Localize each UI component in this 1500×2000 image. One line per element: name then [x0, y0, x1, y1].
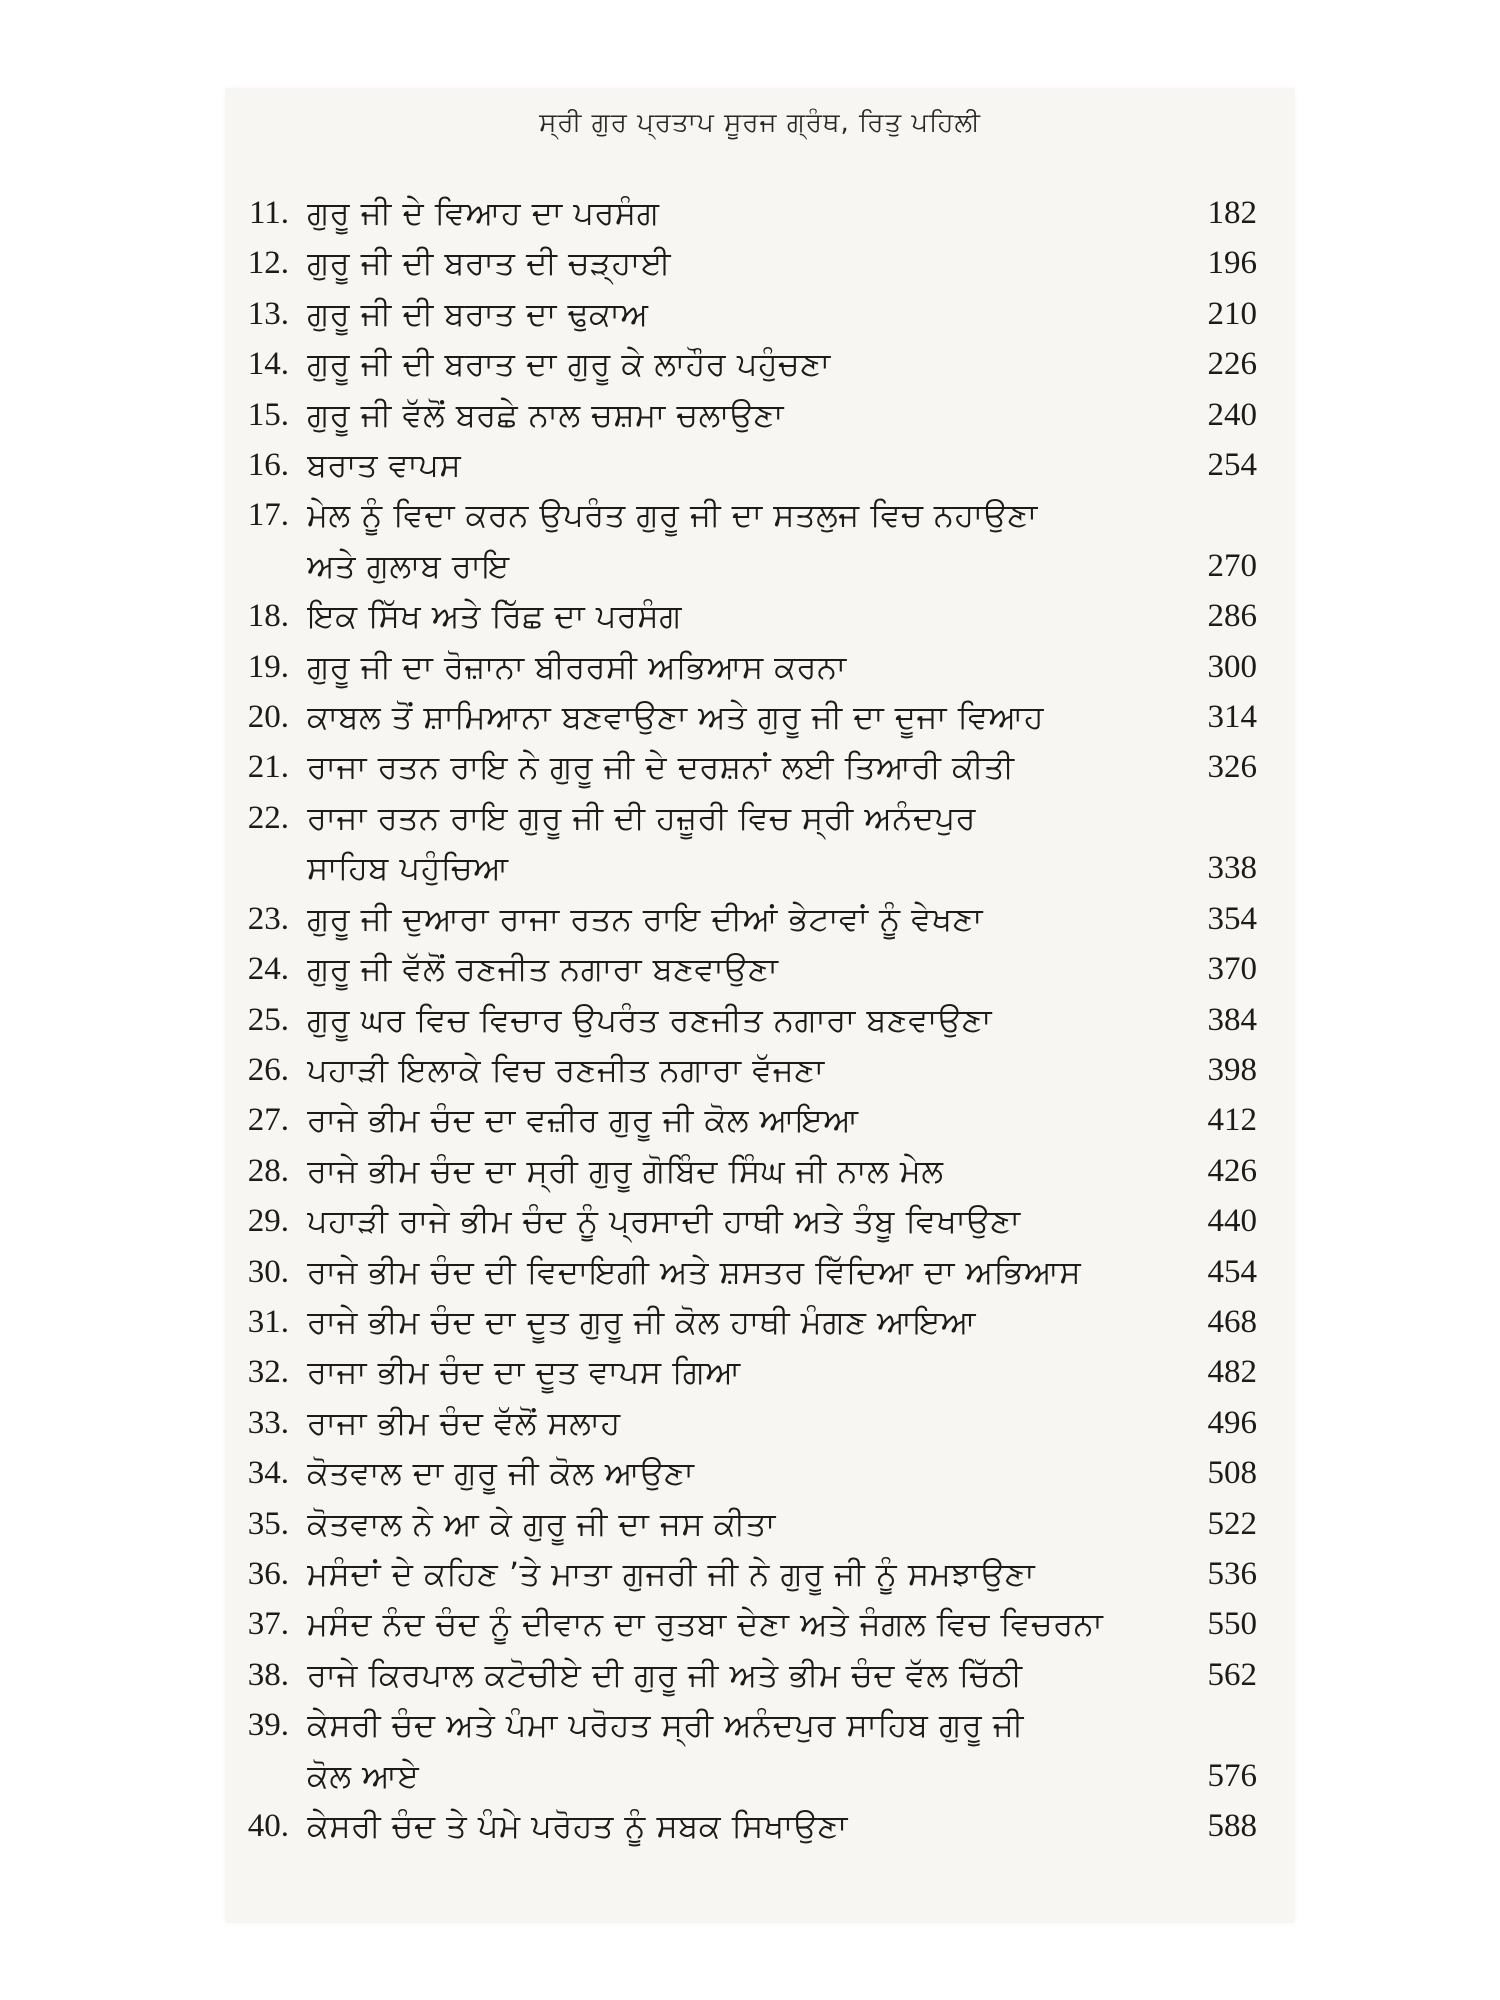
- entry-title-block: [307, 591, 1161, 641]
- entry-title: ਰਾਜਾ ਭੀਮ ਚੰਦ ਦਾ ਦੂਤ ਵਾਪਸ ਗਿਆ: [307, 1353, 741, 1392]
- toc-entry: [237, 1095, 1257, 1145]
- toc-entry: [237, 1146, 1257, 1196]
- entry-title: ਮੇਲ ਨੂੰ ਵਿਦਾ ਕਰਨ ਉਪਰੰਤ ਗੁਰੂ ਜੀ ਦਾ ਸਤਲੁਜ ਵਿਚ ਨਹਾਉਣਾ: [307, 496, 1038, 535]
- toc-entry: [237, 1297, 1257, 1347]
- toc-entry: [237, 1045, 1257, 1095]
- entry-page-number: 522: [1207, 1505, 1257, 1542]
- entry-number: 14.: [247, 346, 289, 383]
- entry-number: 24.: [247, 951, 289, 988]
- entry-page-number: 384: [1207, 1001, 1257, 1038]
- entry-title-block: [307, 1398, 1161, 1448]
- entry-number: 38.: [247, 1656, 289, 1693]
- entry-title: ਗੁਰੂ ਜੀ ਦੇ ਵਿਆਹ ਦਾ ਪਰਸੰਗ: [307, 194, 660, 232]
- entry-title-block: [307, 339, 1161, 389]
- toc-entry: [237, 591, 1257, 641]
- entry-number: 36.: [247, 1555, 289, 1592]
- entry-title: ਗੁਰੂ ਘਰ ਵਿਚ ਵਿਚਾਰ ਉਪਰੰਤ ਰਣਜੀਤ ਨਗਾਰਾ ਬਣਵਾਉਣਾ: [307, 1000, 993, 1039]
- entry-page-number: 286: [1207, 598, 1257, 635]
- entry-number: 27.: [247, 1102, 289, 1139]
- toc-entry: [237, 995, 1257, 1045]
- entry-title: ਪਹਾੜੀ ਰਾਜੇ ਭੀਮ ਚੰਦ ਨੂੰ ਪ੍ਰਸਾਦੀ ਹਾਥੀ ਅਤੇ ਤੰਬੂ ਵਿਖਾਉਣਾ: [307, 1202, 1021, 1241]
- entry-page-number: 454: [1207, 1253, 1257, 1290]
- entry-page-number: 398: [1207, 1051, 1257, 1088]
- entry-page-number: 482: [1207, 1354, 1257, 1391]
- entry-number: 25.: [247, 1001, 289, 1038]
- entry-page-number: 240: [1207, 396, 1257, 433]
- entry-number: 32.: [247, 1354, 289, 1391]
- entry-title: ਰਾਜੇ ਭੀਮ ਚੰਦ ਦਾ ਦੂਤ ਗੁਰੂ ਜੀ ਕੋਲ ਹਾਥੀ ਮੰਗਣ ਆਇਆ: [307, 1302, 977, 1341]
- toc-entry: [237, 339, 1257, 389]
- entry-title-block: [307, 1599, 1161, 1649]
- entry-title-block: [307, 642, 1161, 692]
- entry-page-number: 314: [1207, 699, 1257, 736]
- entry-number: 17.: [247, 497, 289, 534]
- toc-entry: [237, 1196, 1257, 1246]
- entry-title-block: [307, 1045, 1161, 1095]
- entry-number: 33.: [247, 1404, 289, 1441]
- entry-page-number: 440: [1207, 1203, 1257, 1240]
- entry-title-block: [307, 1095, 1161, 1145]
- entry-number: 16.: [247, 447, 289, 484]
- entry-number: 40.: [247, 1808, 289, 1844]
- entry-number: 35.: [247, 1505, 289, 1542]
- toc-entry: [237, 238, 1257, 288]
- entry-number: 21.: [247, 749, 289, 786]
- toc-entry: [237, 1801, 1257, 1851]
- entry-page-number: 196: [1207, 245, 1257, 282]
- toc-entry: [237, 742, 1257, 792]
- running-head: ਸ੍ਰੀ ਗੁਰ ਪ੍ਰਤਾਪ ਸੂਰਜ ਗ੍ਰੰਥ, ਰਿਤੁ ਪਹਿਲੀ: [539, 108, 981, 138]
- entry-title: ਰਾਜੇ ਭੀਮ ਚੰਦ ਦਾ ਵਜ਼ੀਰ ਗੁਰੂ ਜੀ ਕੋਲ ਆਇਆ: [307, 1101, 859, 1140]
- entry-title-block: [307, 1196, 1161, 1246]
- entry-number: 39.: [247, 1707, 289, 1744]
- entry-title: ਰਾਜਾ ਰਤਨ ਰਾਇ ਨੇ ਗੁਰੂ ਜੀ ਦੇ ਦਰਸ਼ਨਾਂ ਲਈ ਤਿਆਰੀ ਕੀਤੀ: [307, 748, 1015, 787]
- entry-number: 13.: [247, 295, 289, 332]
- toc-entry: [237, 289, 1257, 339]
- entry-title: ਕੋਤਵਾਲ ਨੇ ਆ ਕੇ ਗੁਰੂ ਜੀ ਦਾ ਜਸ ਕੀਤਾ: [307, 1504, 776, 1543]
- entry-page-number: 210: [1207, 295, 1257, 332]
- entry-title: ਬਰਾਤ ਵਾਪਸ: [307, 446, 462, 485]
- entry-page-number: 270: [1207, 547, 1257, 584]
- entry-title: ਰਾਜੇ ਭੀਮ ਚੰਦ ਦੀ ਵਿਦਾਇਗੀ ਅਤੇ ਸ਼ਸਤਰ ਵਿੱਦਿਆ ਦਾ ਅਭਿਆਸ: [307, 1252, 1082, 1291]
- entry-title: ਗੁਰੂ ਜੀ ਦੀ ਬਰਾਤ ਦੀ ਚੜ੍ਹਾਈ: [307, 244, 672, 283]
- toc-entry: [237, 188, 1257, 238]
- entry-page-number: 254: [1207, 447, 1257, 484]
- toc-entry: [237, 894, 1257, 944]
- entry-title: ਗੁਰੂ ਜੀ ਦਾ ਰੋਜ਼ਾਨਾ ਬੀਰਰਸੀ ਅਭਿਆਸ ਕਰਨਾ: [307, 647, 847, 686]
- toc-entry: [237, 642, 1257, 692]
- entry-number: 37.: [247, 1606, 289, 1643]
- toc-entry: [237, 490, 1257, 591]
- entry-title-block: [307, 188, 1161, 238]
- toc-entry: [237, 1599, 1257, 1649]
- toc-entry: [237, 1549, 1257, 1599]
- entry-title: ਰਾਜੇ ਕਿਰਪਾਲ ਕਟੋਚੀਏ ਦੀ ਗੁਰੂ ਜੀ ਅਤੇ ਭੀਮ ਚੰਦ ਵੱਲ ਚਿੱਠੀ: [307, 1655, 1023, 1694]
- entry-title: ਗੁਰੂ ਜੀ ਦੀ ਬਰਾਤ ਦਾ ਢੁਕਾਅ: [307, 294, 649, 333]
- entry-title-continuation: ਅਤੇ ਗੁਲਾਬ ਰਾਇ: [307, 546, 510, 585]
- toc-entry: [237, 1448, 1257, 1498]
- entry-title: ਗੁਰੂ ਜੀ ਵੱਲੋਂ ਰਣਜੀਤ ਨਗਾਰਾ ਬਣਵਾਉਣਾ: [307, 950, 779, 989]
- entry-title-block: [307, 1700, 1161, 1801]
- entry-title-block: [307, 1801, 1161, 1851]
- entry-page-number: 468: [1207, 1303, 1257, 1340]
- entry-title-block: [307, 692, 1161, 742]
- toc-entry: [237, 1499, 1257, 1549]
- entry-page-number: 508: [1207, 1455, 1257, 1492]
- entry-number: 19.: [247, 648, 289, 685]
- entry-title: ਮਸੰਦਾਂ ਦੇ ਕਹਿਣ ’ਤੇ ਮਾਤਾ ਗੁਜਰੀ ਜੀ ਨੇ ਗੁਰੂ ਜੀ ਨੂੰ ਸਮਝਾਉਣਾ: [307, 1554, 1036, 1593]
- toc-entry: [237, 390, 1257, 440]
- entry-page-number: 370: [1207, 951, 1257, 988]
- entry-number: 31.: [247, 1303, 289, 1340]
- entry-title: ਕਾਬਲ ਤੋਂ ਸ਼ਾਮਿਆਨਾ ਬਣਵਾਉਣਾ ਅਤੇ ਗੁਰੂ ਜੀ ਦਾ ਦੂਜਾ ਵਿਆਹ: [307, 698, 1045, 737]
- entry-title-block: [307, 1499, 1161, 1549]
- entry-title-block: [307, 894, 1161, 944]
- toc-entry: [237, 793, 1257, 894]
- entry-title-block: [307, 1549, 1161, 1599]
- entry-title-block: [307, 793, 1161, 894]
- toc-entry: [237, 1700, 1257, 1801]
- entry-title-block: [307, 1247, 1161, 1297]
- toc-entry: [237, 1347, 1257, 1397]
- entry-page-number: 588: [1207, 1808, 1257, 1844]
- entry-title-block: [307, 1448, 1161, 1498]
- entry-title: ਕੇਸਰੀ ਚੰਦ ਤੇ ਪੰਮੇ ਪਰੋਹਤ ਨੂੰ ਸਬਕ ਸਿਖਾਉਣਾ: [307, 1807, 848, 1845]
- entry-number: 22.: [247, 799, 289, 836]
- toc-entry: [237, 944, 1257, 994]
- entry-number: 20.: [247, 699, 289, 736]
- entry-page-number: 576: [1207, 1757, 1257, 1794]
- entry-page-number: 562: [1207, 1656, 1257, 1693]
- entry-number: 23.: [247, 900, 289, 937]
- entry-number: 12.: [247, 245, 289, 282]
- entry-title-block: [307, 1650, 1161, 1700]
- entry-title-block: [307, 742, 1161, 792]
- entry-title-block: [307, 440, 1161, 490]
- toc-entry: [237, 1398, 1257, 1448]
- entry-title: ਰਾਜਾ ਭੀਮ ਚੰਦ ਵੱਲੋਂ ਸਲਾਹ: [307, 1403, 621, 1442]
- entry-title-block: [307, 1297, 1161, 1347]
- entry-page-number: 326: [1207, 749, 1257, 786]
- entry-number: 34.: [247, 1455, 289, 1492]
- entry-title: ਪਹਾੜੀ ਇਲਾਕੇ ਵਿਚ ਰਣਜੀਤ ਨਗਾਰਾ ਵੱਜਣਾ: [307, 1050, 825, 1089]
- entry-number: 30.: [247, 1253, 289, 1290]
- entry-title: ਗੁਰੂ ਜੀ ਦੁਆਰਾ ਰਾਜਾ ਰਤਨ ਰਾਇ ਦੀਆਂ ਭੇਟਾਵਾਂ ਨੂੰ ਵੇਖਣਾ: [307, 899, 984, 938]
- entry-title-continuation: ਸਾਹਿਬ ਪਹੁੰਚਿਆ: [307, 849, 509, 888]
- entry-number: 28.: [247, 1152, 289, 1189]
- entry-title-continuation: ਕੋਲ ਆਏ: [307, 1756, 420, 1795]
- entry-title: ਇਕ ਸਿੱਖ ਅਤੇ ਰਿੱਛ ਦਾ ਪਰਸੰਗ: [307, 597, 682, 636]
- toc-entry: [237, 1247, 1257, 1297]
- entry-page-number: 426: [1207, 1152, 1257, 1189]
- entry-page-number: 182: [1207, 195, 1257, 231]
- entry-title: ਕੋਤਵਾਲ ਦਾ ਗੁਰੂ ਜੀ ਕੋਲ ਆਉਣਾ: [307, 1454, 695, 1493]
- entry-number: 18.: [247, 598, 289, 635]
- entry-title-block: [307, 1347, 1161, 1397]
- entry-page-number: 412: [1207, 1102, 1257, 1139]
- entry-number: 11.: [248, 195, 289, 231]
- table-of-contents: [237, 188, 1257, 1851]
- entry-title-block: [307, 944, 1161, 994]
- toc-entry: [237, 440, 1257, 490]
- entry-title: ਮਸੰਦ ਨੰਦ ਚੰਦ ਨੂੰ ਦੀਵਾਨ ਦਾ ਰੁਤਬਾ ਦੇਣਾ ਅਤੇ ਜੰਗਲ ਵਿਚ ਵਿਚਰਨਾ: [307, 1605, 1104, 1644]
- entry-title: ਰਾਜਾ ਰਤਨ ਰਾਇ ਗੁਰੂ ਜੀ ਦੀ ਹਜ਼ੂਰੀ ਵਿਚ ਸ੍ਰੀ ਅਨੰਦਪੁਰ: [307, 798, 977, 837]
- entry-page-number: 226: [1207, 346, 1257, 383]
- entry-title-block: [307, 238, 1161, 288]
- entry-number: 29.: [247, 1203, 289, 1240]
- entry-title: ਗੁਰੂ ਜੀ ਦੀ ਬਰਾਤ ਦਾ ਗੁਰੂ ਕੇ ਲਾਹੌਰ ਪਹੁੰਚਣਾ: [307, 345, 831, 384]
- entry-title-block: [307, 490, 1161, 591]
- entry-page-number: 354: [1207, 900, 1257, 937]
- entry-title-block: [307, 995, 1161, 1045]
- entry-title: ਗੁਰੂ ਜੀ ਵੱਲੋਂ ਬਰਛੇ ਨਾਲ ਚਸ਼ਮਾ ਚਲਾਉਣਾ: [307, 395, 784, 434]
- entry-title-block: [307, 390, 1161, 440]
- entry-page-number: 300: [1207, 648, 1257, 685]
- entry-page-number: 338: [1207, 850, 1257, 887]
- entry-page-number: 496: [1207, 1404, 1257, 1441]
- entry-number: 15.: [247, 396, 289, 433]
- entry-number: 26.: [247, 1051, 289, 1088]
- entry-title-block: [307, 1146, 1161, 1196]
- toc-entry: [237, 692, 1257, 742]
- entry-title: ਕੇਸਰੀ ਚੰਦ ਅਤੇ ਪੰਮਾ ਪਰੋਹਤ ਸ੍ਰੀ ਅਨੰਦਪੁਰ ਸਾਹਿਬ ਗੁਰੂ ਜੀ: [307, 1706, 1024, 1745]
- entry-title-block: [307, 289, 1161, 339]
- entry-page-number: 550: [1207, 1606, 1257, 1643]
- toc-entry: [237, 1650, 1257, 1700]
- entry-page-number: 536: [1207, 1555, 1257, 1592]
- entry-title: ਰਾਜੇ ਭੀਮ ਚੰਦ ਦਾ ਸ੍ਰੀ ਗੁਰੂ ਗੋਬਿੰਦ ਸਿੰਘ ਜੀ ਨਾਲ ਮੇਲ: [307, 1151, 944, 1190]
